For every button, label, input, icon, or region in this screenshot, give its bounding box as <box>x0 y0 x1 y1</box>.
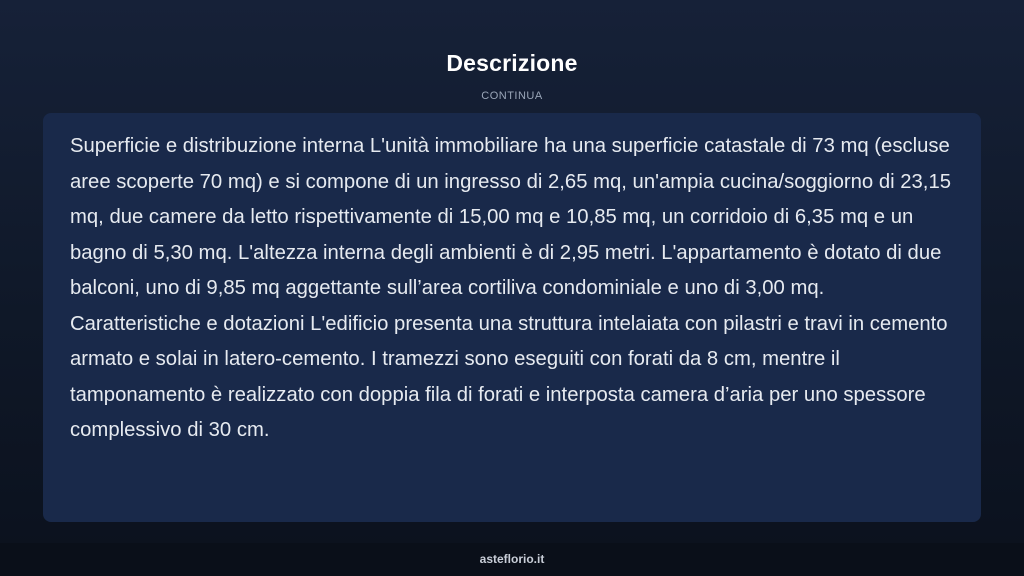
page-title: Descrizione <box>446 50 578 76</box>
description-card <box>43 113 981 522</box>
page-subtitle: CONTINUA <box>481 90 543 102</box>
footer-bar <box>0 543 1024 576</box>
description-text: Superficie e distribuzione interna L'unità immobiliare ha una superficie catastale di 73 mq (escluse aree scoperte 70 mq) e si compone di un ingresso di 2,65 mq, un'ampia cucina/soggiorno di 23,15 mq, due camere da letto rispettivamente di 15,00 mq e 10,85 mq, un corridoio di 6,35 mq e un bagno di 5,30 mq. L'altezza interna degli ambienti è di 2,95 metri. L'appartamento è dotato di due balconi, uno di 9,85 mq aggettante sull’area cortiliva condominiale e uno di 3,00 mq. Caratteristiche e dotazioni L'edificio presenta una struttura intelaiata con pilastri e travi in cemento armato e solai in latero-cemento. I tramezzi sono eseguiti con forati da 8 cm, mentre il tamponamento è realizzato con doppia fila di forati e interposta camera d’aria per uno spessore complessivo di 30 cm. <box>70 135 951 441</box>
footer-site-name: asteflorio.it <box>479 552 545 566</box>
